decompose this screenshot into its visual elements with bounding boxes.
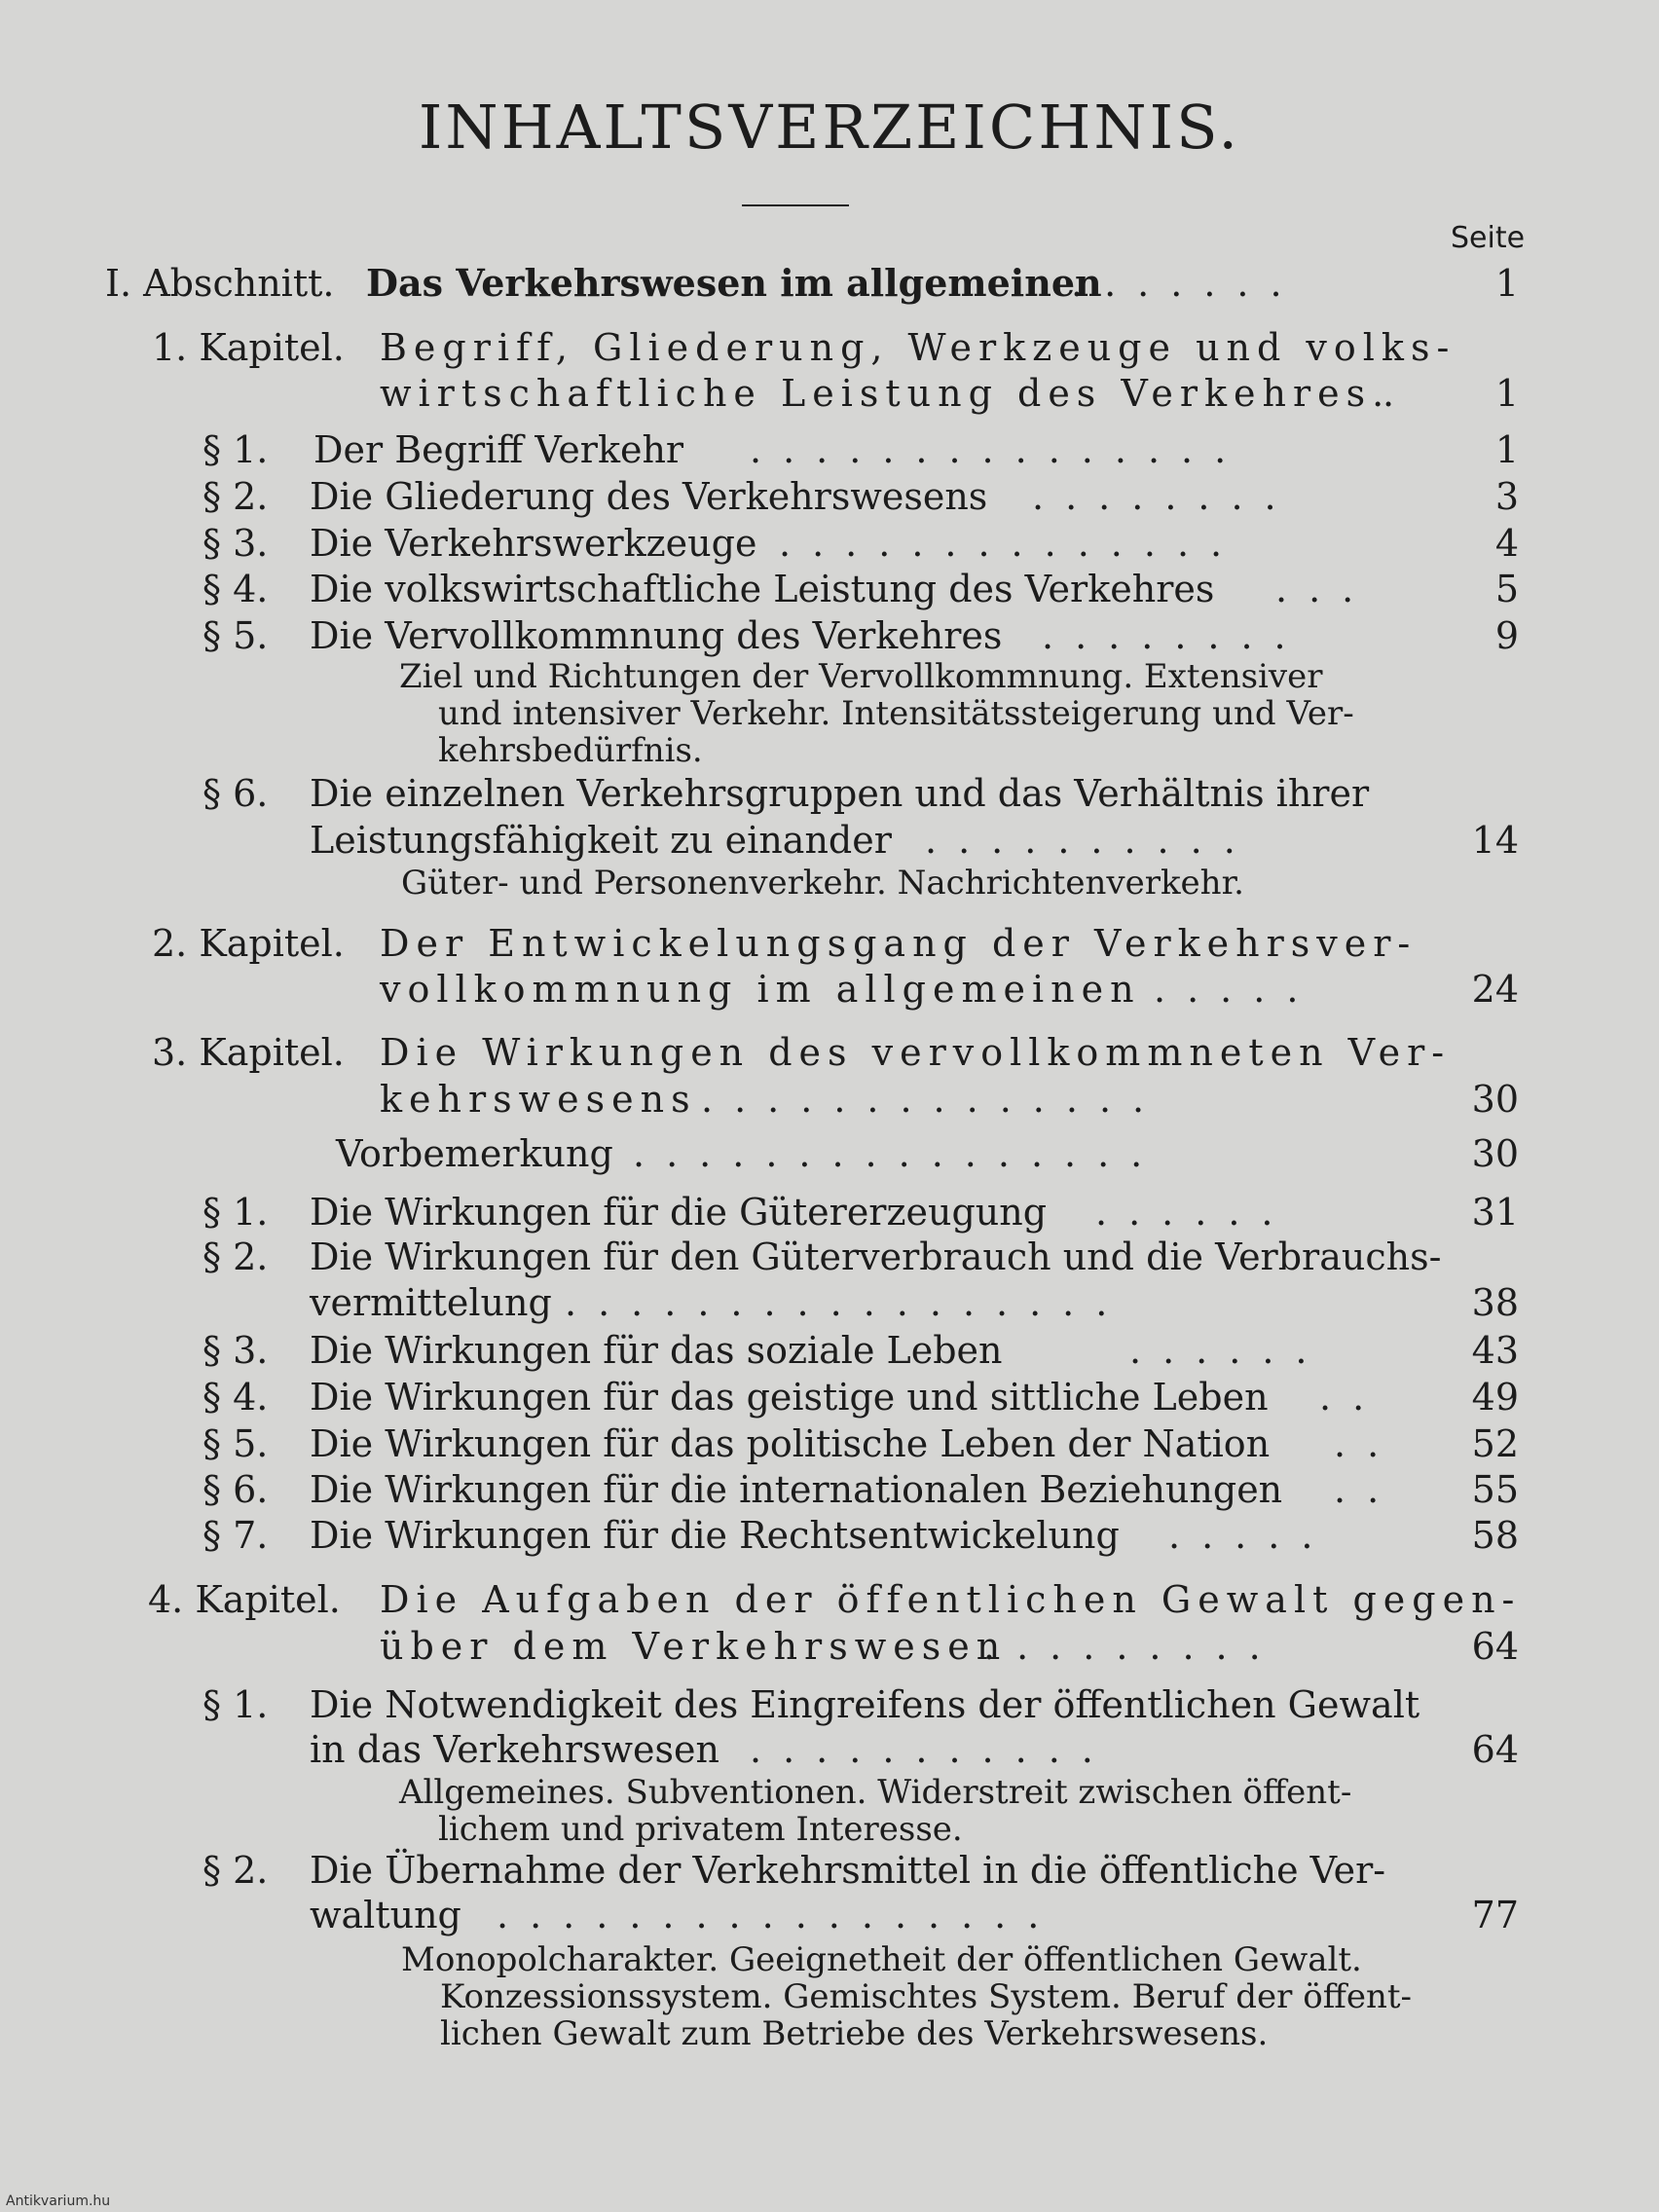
leader-dots: ... xyxy=(1275,571,1376,608)
page-title: INHALTSVERZEICHNIS. xyxy=(418,92,1241,163)
leader-dots: .............. xyxy=(779,525,1244,562)
k4-s2-num: § 2. xyxy=(203,1849,269,1892)
k1-s6-line2: Leistungsfähigkeit zu einander xyxy=(310,819,892,862)
k1-s3-page: 4 xyxy=(1494,522,1519,565)
k3-s5-page: 52 xyxy=(1471,1422,1519,1465)
k4-s2-sub-3: lichen Gewalt zum Betriebe des Verkehrswesens. xyxy=(440,2014,1269,2053)
seite-header: Seite xyxy=(1451,221,1526,255)
k1-s4-page: 5 xyxy=(1494,568,1519,610)
k1-label: 1. Kapitel. xyxy=(152,326,345,369)
leader-dots: ........ xyxy=(1042,617,1308,654)
k3-s2-num: § 2. xyxy=(203,1235,269,1278)
k3-label: 3. Kapitel. xyxy=(152,1031,345,1074)
k3-s6-num: § 6. xyxy=(203,1468,269,1511)
k2-label: 2. Kapitel. xyxy=(152,922,345,965)
k1-s5-num: § 5. xyxy=(203,614,269,657)
k4-s1-sub-1: Allgemeines. Subventionen. Widerstreit zwischen öffent- xyxy=(399,1773,1352,1812)
leader-dots: ....... xyxy=(1071,265,1304,302)
abschnitt-title: Das Verkehrswesen im allgemeinen xyxy=(366,261,1102,305)
leader-dots: ..... xyxy=(1154,971,1320,1008)
leader-dots: ..... xyxy=(1168,1517,1335,1554)
k1-title-line1: Begriff, Gliederung, Werkzeuge und volks- xyxy=(380,326,1456,369)
k3-s3-num: § 3. xyxy=(203,1329,269,1372)
k3-s7-title: Die Wirkungen für die Rechtsentwickelung xyxy=(310,1514,1120,1557)
leader-dots: ...... xyxy=(1129,1332,1329,1369)
k4-s1-line2: in das Verkehrswesen xyxy=(310,1728,720,1771)
k1-s4-title: Die volkswirtschaftliche Leistung des Verkehres xyxy=(310,568,1215,610)
leader-dots: ........... xyxy=(750,1731,1115,1768)
k3-vorbemerkung-page: 30 xyxy=(1471,1132,1519,1175)
abschnitt-label: I. Abschnitt. xyxy=(105,262,335,305)
leader-dots: ................. xyxy=(497,1897,1061,1934)
k3-s3-title: Die Wirkungen für das soziale Leben xyxy=(310,1329,1003,1372)
leader-dots: ........ xyxy=(1032,478,1298,515)
k3-s2-page: 38 xyxy=(1471,1281,1519,1324)
k3-s5-num: § 5. xyxy=(203,1422,269,1465)
k4-title-line2: über dem Verkehrswesen xyxy=(380,1625,1008,1668)
k2-title-line2: vollkommnung im allgemeinen xyxy=(380,968,1141,1011)
k3-s7-page: 58 xyxy=(1471,1514,1519,1557)
k4-label: 4. Kapitel. xyxy=(148,1578,341,1621)
leader-dots: .............. xyxy=(701,1081,1166,1118)
k2-title-line1: Der Entwickelungsgang der Verkehrsver- xyxy=(380,922,1418,965)
abschnitt-page: 1 xyxy=(1494,262,1519,305)
k3-s1-num: § 1. xyxy=(203,1191,269,1234)
k2-page: 24 xyxy=(1471,968,1519,1011)
k3-vorbemerkung: Vorbemerkung xyxy=(336,1132,613,1175)
leader-dots: ................ xyxy=(633,1135,1164,1172)
k1-s6-page: 14 xyxy=(1471,819,1519,862)
k4-s2-line1: Die Übernahme der Verkehrsmittel in die öffentliche Ver- xyxy=(310,1849,1386,1892)
k4-s1-sub-2: lichem und privatem Interesse. xyxy=(438,1810,963,1849)
leader-dots: ......... xyxy=(983,1628,1282,1665)
k3-s6-page: 55 xyxy=(1471,1468,1519,1511)
leader-dots: .. xyxy=(1334,1471,1401,1508)
k1-s3-num: § 3. xyxy=(203,522,269,565)
k3-s4-title: Die Wirkungen für das geistige und sittliche Leben xyxy=(310,1376,1269,1419)
k1-s5-sub-2: und intensiver Verkehr. Intensitätssteigerung und Ver- xyxy=(438,694,1354,733)
k1-s5-title: Die Vervollkommnung des Verkehres xyxy=(310,614,1003,657)
k1-s3-title: Die Verkehrswerkzeuge xyxy=(310,522,757,565)
k1-s1-title: Der Begriff Verkehr xyxy=(313,428,684,471)
k1-s2-page: 3 xyxy=(1494,475,1519,518)
k1-s2-title: Die Gliederung des Verkehrswesens xyxy=(310,475,988,518)
k1-s1-num: § 1. xyxy=(203,428,269,471)
k4-s2-page: 77 xyxy=(1471,1894,1519,1936)
k4-s1-num: § 1. xyxy=(203,1683,269,1726)
k3-s2-line1: Die Wirkungen für den Güterverbrauch und die Verbrauchs- xyxy=(310,1235,1442,1278)
k3-title-line2: kehrswesens xyxy=(380,1078,697,1121)
leader-dots: ............... xyxy=(750,431,1248,468)
k4-s2-line2: waltung xyxy=(310,1894,461,1936)
k1-s6-num: § 6. xyxy=(203,772,269,815)
k4-page: 64 xyxy=(1471,1625,1519,1668)
watermark: Antikvarium.hu xyxy=(6,2194,111,2209)
k4-s1-line1: Die Notwendigkeit des Eingreifens der öffentlichen Gewalt xyxy=(310,1683,1420,1726)
title-rule xyxy=(742,204,849,206)
leader-dots: ...... xyxy=(1095,1194,1295,1231)
k3-s6-title: Die Wirkungen für die internationalen Beziehungen xyxy=(310,1468,1283,1511)
k3-s3-page: 43 xyxy=(1471,1329,1519,1372)
leader-dots: ................. xyxy=(565,1284,1129,1321)
k3-s7-num: § 7. xyxy=(203,1514,269,1557)
k1-s2-num: § 2. xyxy=(203,475,269,518)
leader-dots: .......... xyxy=(925,822,1257,859)
k1-page: 1 xyxy=(1494,372,1519,415)
k4-s2-sub-2: Konzessionssystem. Gemischtes System. Beruf der öffent- xyxy=(440,1977,1413,2016)
k3-page: 30 xyxy=(1471,1078,1519,1121)
k4-s2-sub-1: Monopolcharakter. Geeignetheit der öffentlichen Gewalt. xyxy=(401,1940,1362,1979)
k1-s5-sub-3: kehrsbedürfnis. xyxy=(438,731,703,770)
k4-s1-page: 64 xyxy=(1471,1728,1519,1771)
k3-s4-page: 49 xyxy=(1471,1376,1519,1419)
k1-s6-line1: Die einzelnen Verkehrsgruppen und das Verhältnis ihrer xyxy=(310,772,1370,815)
k3-s1-title: Die Wirkungen für die Gütererzeugung xyxy=(310,1191,1048,1234)
k3-s5-title: Die Wirkungen für das politische Leben der Nation xyxy=(310,1422,1271,1465)
k1-title-line2: wirtschaftliche Leistung des Verkehres. xyxy=(380,372,1391,415)
k1-s5-page: 9 xyxy=(1494,614,1519,657)
k3-title-line1: Die Wirkungen des vervollkommneten Ver- xyxy=(380,1031,1452,1074)
k1-s4-num: § 4. xyxy=(203,568,269,610)
k3-s2-line2: vermittelung xyxy=(310,1281,552,1324)
k3-s1-page: 31 xyxy=(1471,1191,1519,1234)
k4-title-line1: Die Aufgaben der öffentlichen Gewalt gegen- xyxy=(380,1578,1522,1621)
leader-dots: .. xyxy=(1319,1379,1386,1416)
k1-s6-sub: Güter- und Personenverkehr. Nachrichtenverkehr. xyxy=(401,864,1244,903)
k1-s5-sub-1: Ziel und Richtungen der Vervollkommnung. Extensiver xyxy=(399,657,1323,696)
k1-s1-page: 1 xyxy=(1494,428,1519,471)
leader-dots: . xyxy=(1382,375,1417,412)
k3-s4-num: § 4. xyxy=(203,1376,269,1419)
leader-dots: .. xyxy=(1334,1425,1401,1462)
